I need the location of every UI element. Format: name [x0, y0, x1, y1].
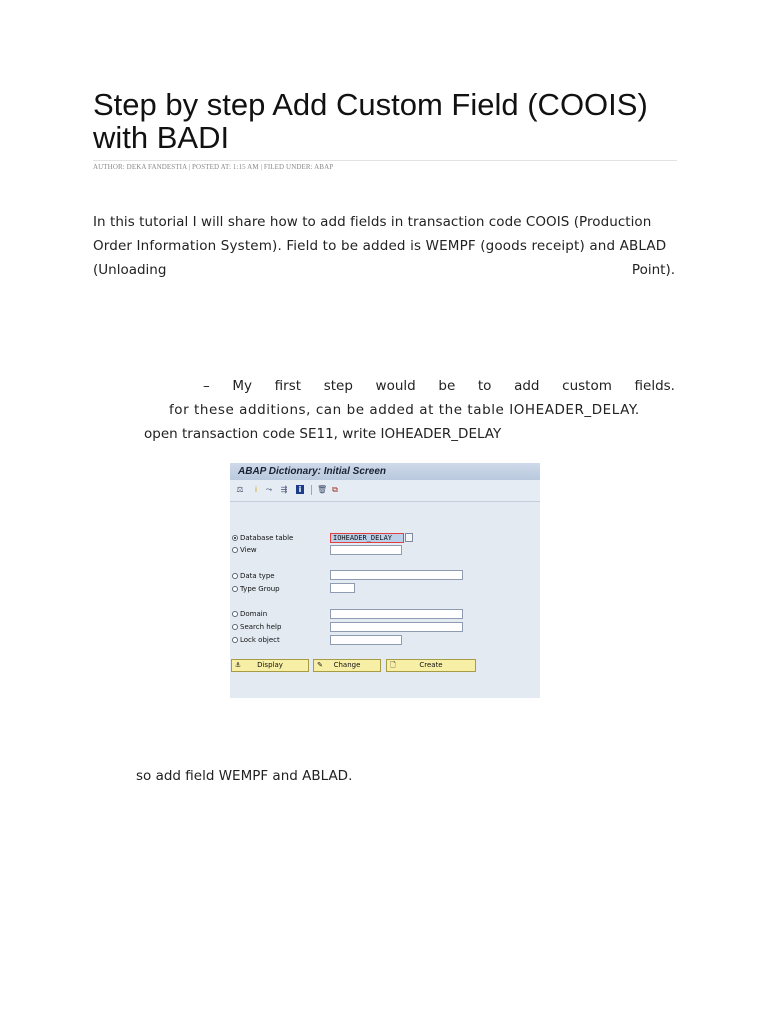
intro-line-2: Order Information System). Field to be added is WEMPF (goods receipt) and ABLAD: [93, 238, 667, 254]
radio-icon[interactable]: [232, 624, 238, 630]
option-search-help[interactable]: Search help: [232, 622, 281, 632]
pencil-icon: ✎: [317, 661, 323, 669]
where-used-icon[interactable]: ⚖: [236, 485, 244, 494]
glasses-icon: ⚓: [234, 661, 242, 669]
radio-icon[interactable]: [232, 547, 238, 553]
sap-screenshot: [230, 463, 540, 698]
search-help-input[interactable]: [330, 622, 463, 632]
type-group-input[interactable]: [330, 583, 355, 593]
sap-window-title: ABAP Dictionary: Initial Screen: [230, 463, 540, 480]
new-document-icon: 🗋: [390, 661, 396, 669]
option-view[interactable]: View: [232, 545, 257, 555]
article-title: Step by step Add Custom Field (COOIS) with BADI: [93, 87, 648, 155]
radio-icon[interactable]: [232, 637, 238, 643]
option-database-table[interactable]: Database table: [232, 533, 293, 543]
option-data-type[interactable]: Data type: [232, 571, 275, 581]
radio-icon[interactable]: [232, 573, 238, 579]
closing-paragraph: so add field WEMPF and ABLAD.: [136, 768, 353, 784]
sap-toolbar: [230, 480, 540, 502]
copy-icon[interactable]: ⧉: [332, 485, 338, 494]
option-type-group[interactable]: Type Group: [232, 584, 280, 594]
domain-input[interactable]: [330, 609, 463, 619]
intro-paragraph: [93, 210, 675, 282]
create-button[interactable]: 🗋 Create: [386, 659, 476, 672]
step-line-3: open transaction code SE11, write IOHEADER_DELAY: [144, 426, 502, 442]
info-icon[interactable]: i: [254, 485, 258, 494]
view-input[interactable]: [330, 545, 402, 555]
step-paragraph: [93, 374, 675, 446]
step-line-1: – My first step would be to add custom fields.: [203, 378, 675, 394]
info-square-icon[interactable]: i: [296, 485, 304, 494]
radio-icon[interactable]: [232, 586, 238, 592]
value-help-icon[interactable]: [405, 533, 413, 542]
radio-icon[interactable]: [232, 611, 238, 617]
radio-selected-icon[interactable]: [232, 535, 238, 541]
lock-object-input[interactable]: [330, 635, 402, 645]
intro-line-1: In this tutorial I will share how to add fields in transaction code COOIS (Production: [93, 214, 652, 230]
data-type-input[interactable]: [330, 570, 463, 580]
delete-icon[interactable]: 🗑: [317, 485, 328, 494]
option-lock-object[interactable]: Lock object: [232, 635, 280, 645]
article-meta: AUTHOR: DEKA FANDESTIA | POSTED AT: 1:15 AM | FILED UNDER: ABAP: [93, 160, 677, 171]
display-object-list-icon[interactable]: ⤳: [265, 485, 273, 494]
database-table-input[interactable]: IOHEADER_DELAY: [330, 533, 404, 543]
step-line-2: for these additions, can be added at the table IOHEADER_DELAY.: [169, 402, 640, 418]
option-domain[interactable]: Domain: [232, 609, 267, 619]
toolbar-separator: [311, 485, 312, 495]
intro-line-3: (Unloading Point).: [93, 262, 675, 278]
change-button[interactable]: ✎ Change: [313, 659, 381, 672]
display-button[interactable]: ⚓ Display: [231, 659, 309, 672]
hierarchy-icon[interactable]: ⇶: [280, 485, 288, 494]
